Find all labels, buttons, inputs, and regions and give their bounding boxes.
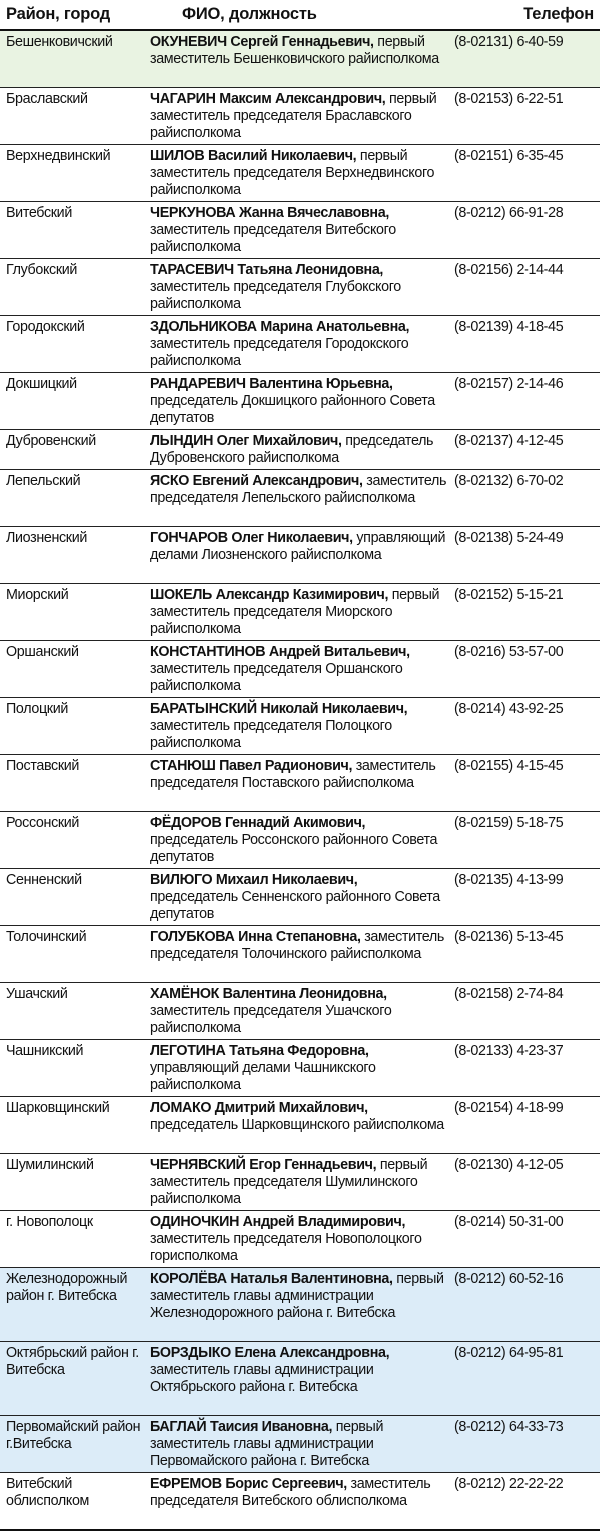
person-cell: [146, 259, 452, 316]
person-name: ЧАГАРИН Максим Александрович,: [150, 91, 386, 107]
table-row: [0, 430, 600, 470]
person-cell: [146, 584, 452, 641]
person-name: ОДИНОЧКИН Андрей Владимирович,: [150, 1214, 406, 1230]
district-cell: Поставский: [0, 755, 146, 812]
person-cell: [146, 527, 452, 584]
person-position: заместитель председателя Ушачского райисполкома: [150, 1003, 392, 1036]
person-name: ЕФРЕМОВ Борис Сергеевич,: [150, 1476, 347, 1492]
person-cell: [146, 202, 452, 259]
person-name: ЛОМАКО Дмитрий Михайлович,: [150, 1100, 368, 1116]
phone-cell: (8-02131) 6-40-59: [452, 30, 600, 88]
district-cell: Глубокский: [0, 259, 146, 316]
person-position: заместитель председателя Глубокского райисполкома: [150, 279, 401, 312]
table-row: [0, 1040, 600, 1097]
table-row: [0, 1416, 600, 1473]
table-row: [0, 259, 600, 316]
person-position: заместитель председателя Лепельского райисполкома: [150, 473, 447, 506]
person-name: ХАМЁНОК Валентина Леонидовна,: [150, 986, 387, 1002]
person-cell: [146, 1342, 452, 1416]
person-position: заместитель председателя Городокского райисполкома: [150, 336, 409, 369]
person-cell: [146, 470, 452, 527]
phone-cell: (8-02137) 4-12-45: [452, 430, 600, 470]
table-row: [0, 1342, 600, 1416]
phone-cell: (8-0212) 66-91-28: [452, 202, 600, 259]
person-position: управляющий делами Чашникского райисполкома: [150, 1060, 376, 1093]
person-position: первый заместитель председателя Миорского райисполкома: [150, 587, 440, 637]
person-name: ВИЛЮГО Михаил Николаевич,: [150, 872, 358, 888]
phone-cell: (8-02151) 6-35-45: [452, 145, 600, 202]
person-cell: [146, 1416, 452, 1473]
table-row: [0, 202, 600, 259]
phone-cell: (8-02156) 2-14-44: [452, 259, 600, 316]
header-phone: Телефон: [452, 0, 600, 30]
person-position: председатель Докшицкого районного Совета депутатов: [150, 393, 435, 426]
person-cell: [146, 316, 452, 373]
person-cell: [146, 926, 452, 983]
district-cell: Миорский: [0, 584, 146, 641]
person-name: ГОЛУБКОВА Инна Степановна,: [150, 929, 361, 945]
person-position: первый заместитель главы администрации Первомайского района г. Витебска: [150, 1419, 384, 1469]
person-name: ЯСКО Евгений Александрович,: [150, 473, 363, 489]
person-name: ЛЫНДИН Олег Михайлович,: [150, 433, 342, 449]
person-cell: [146, 755, 452, 812]
table-row: [0, 926, 600, 983]
table-row: [0, 88, 600, 145]
district-cell: г. Новополоцк: [0, 1211, 146, 1268]
person-name: ОКУНЕВИЧ Сергей Геннадьевич,: [150, 34, 374, 50]
person-cell: [146, 30, 452, 88]
phone-cell: (8-0212) 64-95-81: [452, 1342, 600, 1416]
district-cell: Шарковщинский: [0, 1097, 146, 1154]
table-body: [0, 30, 600, 1530]
table-row: [0, 983, 600, 1040]
person-name: ТАРАСЕВИЧ Татьяна Леонидовна,: [150, 262, 384, 278]
phone-cell: (8-02136) 5-13-45: [452, 926, 600, 983]
phone-cell: (8-02133) 4-23-37: [452, 1040, 600, 1097]
table-row: [0, 1154, 600, 1211]
person-cell: [146, 430, 452, 470]
table-row: [0, 698, 600, 755]
person-name: ЧЕРНЯВСКИЙ Егор Геннадьевич,: [150, 1157, 377, 1173]
phone-cell: (8-0216) 53-57-00: [452, 641, 600, 698]
phone-cell: (8-02159) 5-18-75: [452, 812, 600, 869]
person-cell: [146, 869, 452, 926]
person-name: ШИЛОВ Василий Николаевич,: [150, 148, 357, 164]
table-row: [0, 1211, 600, 1268]
phone-cell: (8-02157) 2-14-46: [452, 373, 600, 430]
table-row: [0, 869, 600, 926]
district-cell: Витебский облисполком: [0, 1473, 146, 1531]
person-position: заместитель председателя Поставского райисполкома: [150, 758, 436, 791]
district-cell: Бешенковичский: [0, 30, 146, 88]
person-cell: [146, 1211, 452, 1268]
person-cell: [146, 145, 452, 202]
district-cell: Витебский: [0, 202, 146, 259]
person-cell: [146, 1268, 452, 1342]
header-person: ФИО, должность: [146, 0, 452, 30]
person-cell: [146, 88, 452, 145]
person-name: СТАНЮШ Павел Радионович,: [150, 758, 353, 774]
district-cell: Толочинский: [0, 926, 146, 983]
table-row: [0, 1473, 600, 1531]
person-name: КОНСТАНТИНОВ Андрей Витальевич,: [150, 644, 410, 660]
phone-cell: (8-02153) 6-22-51: [452, 88, 600, 145]
table-row: [0, 373, 600, 430]
district-cell: Верхнедвинский: [0, 145, 146, 202]
table-row: [0, 527, 600, 584]
district-cell: Первомайский район г.Витебска: [0, 1416, 146, 1473]
phone-cell: (8-0212) 22-22-22: [452, 1473, 600, 1531]
table-row: [0, 145, 600, 202]
phone-cell: (8-02132) 6-70-02: [452, 470, 600, 527]
person-name: ФЁДОРОВ Геннадий Акимович,: [150, 815, 366, 831]
person-name: РАНДАРЕВИЧ Валентина Юрьевна,: [150, 376, 393, 392]
person-name: ЛЕГОТИНА Татьяна Федоровна,: [150, 1043, 369, 1059]
person-position: заместитель председателя Толочинского райисполкома: [150, 929, 444, 962]
district-cell: Докшицкий: [0, 373, 146, 430]
phone-cell: (8-0212) 60-52-16: [452, 1268, 600, 1342]
person-position: первый заместитель Бешенковичского райисполкома: [150, 34, 439, 67]
person-position: первый заместитель председателя Шумилинского райисполкома: [150, 1157, 428, 1207]
person-position: заместитель председателя Новополоцкого горисполкома: [150, 1231, 422, 1264]
person-position: управляющий делами Лиозненского райисполкома: [150, 530, 446, 563]
person-name: БОРЗДЫКО Елена Александровна,: [150, 1345, 390, 1361]
person-cell: [146, 1473, 452, 1531]
phone-cell: (8-02138) 5-24-49: [452, 527, 600, 584]
phone-cell: (8-0212) 64-33-73: [452, 1416, 600, 1473]
person-name: ГОНЧАРОВ Олег Николаевич,: [150, 530, 353, 546]
phone-cell: (8-0214) 43-92-25: [452, 698, 600, 755]
person-cell: [146, 698, 452, 755]
table-row: [0, 641, 600, 698]
district-cell: Октябрьский район г. Витебска: [0, 1342, 146, 1416]
person-position: заместитель председателя Полоцкого райисполкома: [150, 718, 392, 751]
table-row: [0, 584, 600, 641]
phone-cell: (8-02135) 4-13-99: [452, 869, 600, 926]
phone-cell: (8-0214) 50-31-00: [452, 1211, 600, 1268]
table-row: [0, 812, 600, 869]
person-position: заместитель председателя Витебского райисполкома: [150, 222, 396, 255]
person-position: заместитель председателя Витебского облисполкома: [150, 1476, 431, 1509]
person-cell: [146, 1097, 452, 1154]
district-cell: Лиозненский: [0, 527, 146, 584]
table-row: [0, 470, 600, 527]
person-position: заместитель председателя Оршанского райисполкома: [150, 661, 403, 694]
person-cell: [146, 983, 452, 1040]
person-name: ЧЕРКУНОВА Жанна Вячеславовна,: [150, 205, 389, 221]
person-cell: [146, 812, 452, 869]
phone-cell: (8-02130) 4-12-05: [452, 1154, 600, 1211]
table-row: [0, 30, 600, 88]
person-cell: [146, 373, 452, 430]
phone-cell: (8-02152) 5-15-21: [452, 584, 600, 641]
person-position: председатель Сенненского районного Совета депутатов: [150, 889, 440, 922]
district-cell: Лепельский: [0, 470, 146, 527]
phone-cell: (8-02154) 4-18-99: [452, 1097, 600, 1154]
table-row: [0, 1268, 600, 1342]
table-row: [0, 755, 600, 812]
person-cell: [146, 641, 452, 698]
district-cell: Ушачский: [0, 983, 146, 1040]
person-position: председатель Россонского районного Совета депутатов: [150, 832, 438, 865]
table-row: [0, 316, 600, 373]
person-position: председатель Дубровенского райисполкома: [150, 433, 434, 466]
person-position: первый заместитель председателя Браславского райисполкома: [150, 91, 437, 141]
district-cell: Чашникский: [0, 1040, 146, 1097]
table-header: [0, 0, 600, 30]
person-name: ШОКЕЛЬ Александр Казимирович,: [150, 587, 389, 603]
district-cell: Железнодорожный район г. Витебска: [0, 1268, 146, 1342]
header-district: Район, город: [0, 0, 146, 30]
person-position: первый заместитель главы администрации Железнодорожного района г. Витебска: [150, 1271, 444, 1321]
district-cell: Оршанский: [0, 641, 146, 698]
person-name: БАГЛАЙ Таисия Ивановна,: [150, 1419, 333, 1435]
phone-cell: (8-02139) 4-18-45: [452, 316, 600, 373]
district-cell: Шумилинский: [0, 1154, 146, 1211]
person-name: БАРАТЫНСКИЙ Николай Николаевич,: [150, 701, 408, 717]
district-cell: Сенненский: [0, 869, 146, 926]
district-cell: Городокский: [0, 316, 146, 373]
person-name: ЗДОЛЬНИКОВА Марина Анатольевна,: [150, 319, 410, 335]
district-cell: Россонский: [0, 812, 146, 869]
district-cell: Браславский: [0, 88, 146, 145]
phone-cell: (8-02158) 2-74-84: [452, 983, 600, 1040]
district-cell: Дубровенский: [0, 430, 146, 470]
person-cell: [146, 1154, 452, 1211]
person-cell: [146, 1040, 452, 1097]
table-row: [0, 1097, 600, 1154]
person-name: КОРОЛЁВА Наталья Валентиновна,: [150, 1271, 393, 1287]
phone-cell: (8-02155) 4-15-45: [452, 755, 600, 812]
person-position: заместитель главы администрации Октябрьского района г. Витебска: [150, 1362, 374, 1395]
district-cell: Полоцкий: [0, 698, 146, 755]
person-position: первый заместитель председателя Верхнедвинского райисполкома: [150, 148, 435, 198]
person-position: председатель Шарковщинского райисполкома: [150, 1117, 444, 1133]
